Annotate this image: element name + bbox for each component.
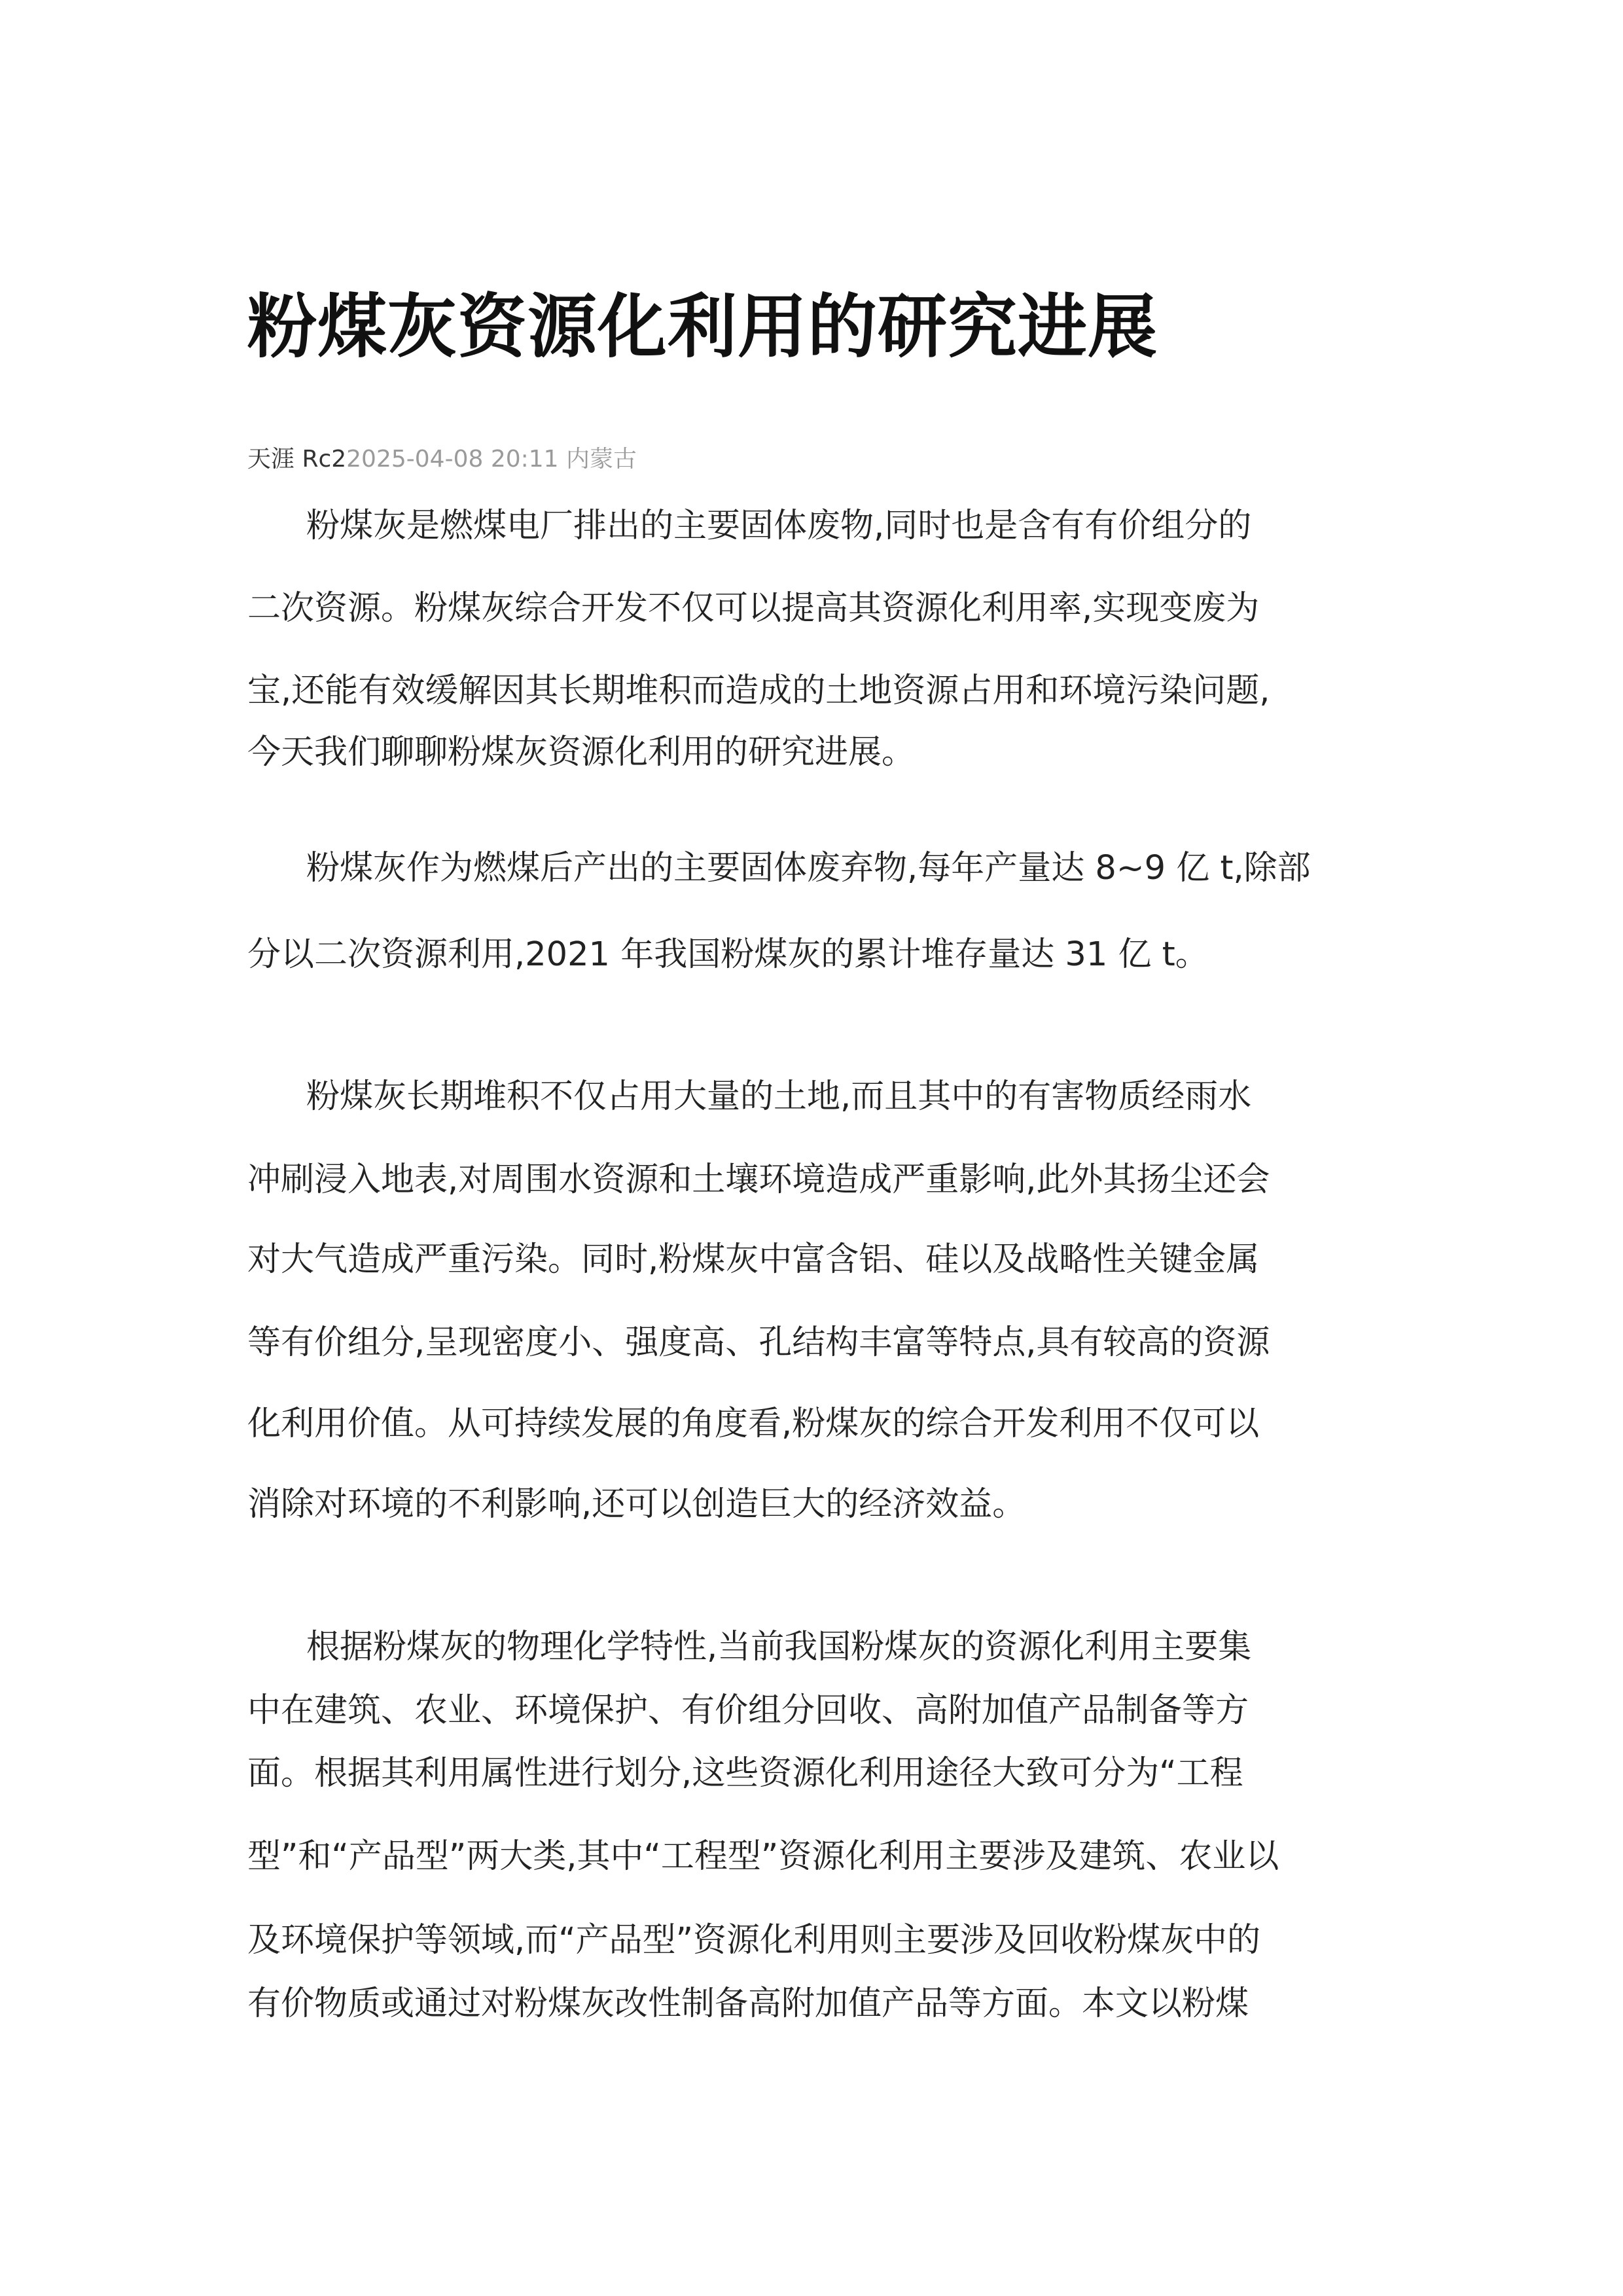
paragraph-line: 及环境保护等领域,而“产品型”资源化利用则主要涉及回收粉煤灰中的: [247, 1921, 1261, 1960]
paragraph-line: 粉煤灰作为燃煤后产出的主要固体废弃物,每年产量达 8~9 亿 t,除部: [306, 849, 1311, 888]
paragraph-line: 粉煤灰长期堆积不仅占用大量的土地,而且其中的有害物质经雨水: [306, 1077, 1252, 1116]
paragraph-line: 根据粉煤灰的物理化学特性,当前我国粉煤灰的资源化利用主要集: [306, 1628, 1252, 1666]
publish-region: 内蒙古: [566, 446, 637, 473]
paragraph-line: 消除对环境的不利影响,还可以创造巨大的经济效益。: [247, 1485, 1026, 1524]
paragraph-line: 型”和“产品型”两大类,其中“工程型”资源化利用主要涉及建筑、农业以: [247, 1837, 1279, 1876]
paragraph-line: 对大气造成严重污染。同时,粉煤灰中富含铝、硅以及战略性关键金属: [247, 1240, 1260, 1279]
paragraph-line: 分以二次资源利用,2021 年我国粉煤灰的累计堆存量达 31 亿 t。: [247, 935, 1209, 974]
paragraph-line: 面。根据其利用属性进行划分,这些资源化利用途径大致可分为“工程: [247, 1754, 1243, 1793]
paragraph-line: 今天我们聊聊粉煤灰资源化利用的研究进展。: [247, 733, 916, 772]
paragraph-line: 二次资源。粉煤灰综合开发不仅可以提高其资源化利用率,实现变废为: [247, 589, 1260, 628]
paragraph-line: 等有价组分,呈现密度小、强度高、孔结构丰富等特点,具有较高的资源: [247, 1323, 1270, 1362]
paragraph-line: 粉煤灰是燃煤电厂排出的主要固体废物,同时也是含有有价组分的: [306, 507, 1252, 545]
paragraph-line: 冲刷浸入地表,对周围水资源和土壤环境造成严重影响,此外其扬尘还会: [247, 1160, 1270, 1199]
paragraph-line: 宝,还能有效缓解因其长期堆积而造成的土地资源占用和环境污染问题,: [247, 672, 1270, 710]
author-name[interactable]: 天涯 Rc2: [247, 446, 347, 473]
paragraph-line: 有价物质或通过对粉煤灰改性制备高附加值产品等方面。本文以粉煤: [247, 1984, 1249, 2023]
paragraph-line: 化利用价值。从可持续发展的角度看,粉煤灰的综合开发利用不仅可以: [247, 1405, 1260, 1443]
article-meta: [247, 440, 637, 479]
paragraph-line: 中在建筑、农业、环境保护、有价组分回收、高附加值产品制备等方: [247, 1691, 1249, 1730]
publish-time: 2025-04-08 20:11: [346, 446, 559, 473]
article-title: 粉煤灰资源化利用的研究进展: [247, 287, 1158, 367]
